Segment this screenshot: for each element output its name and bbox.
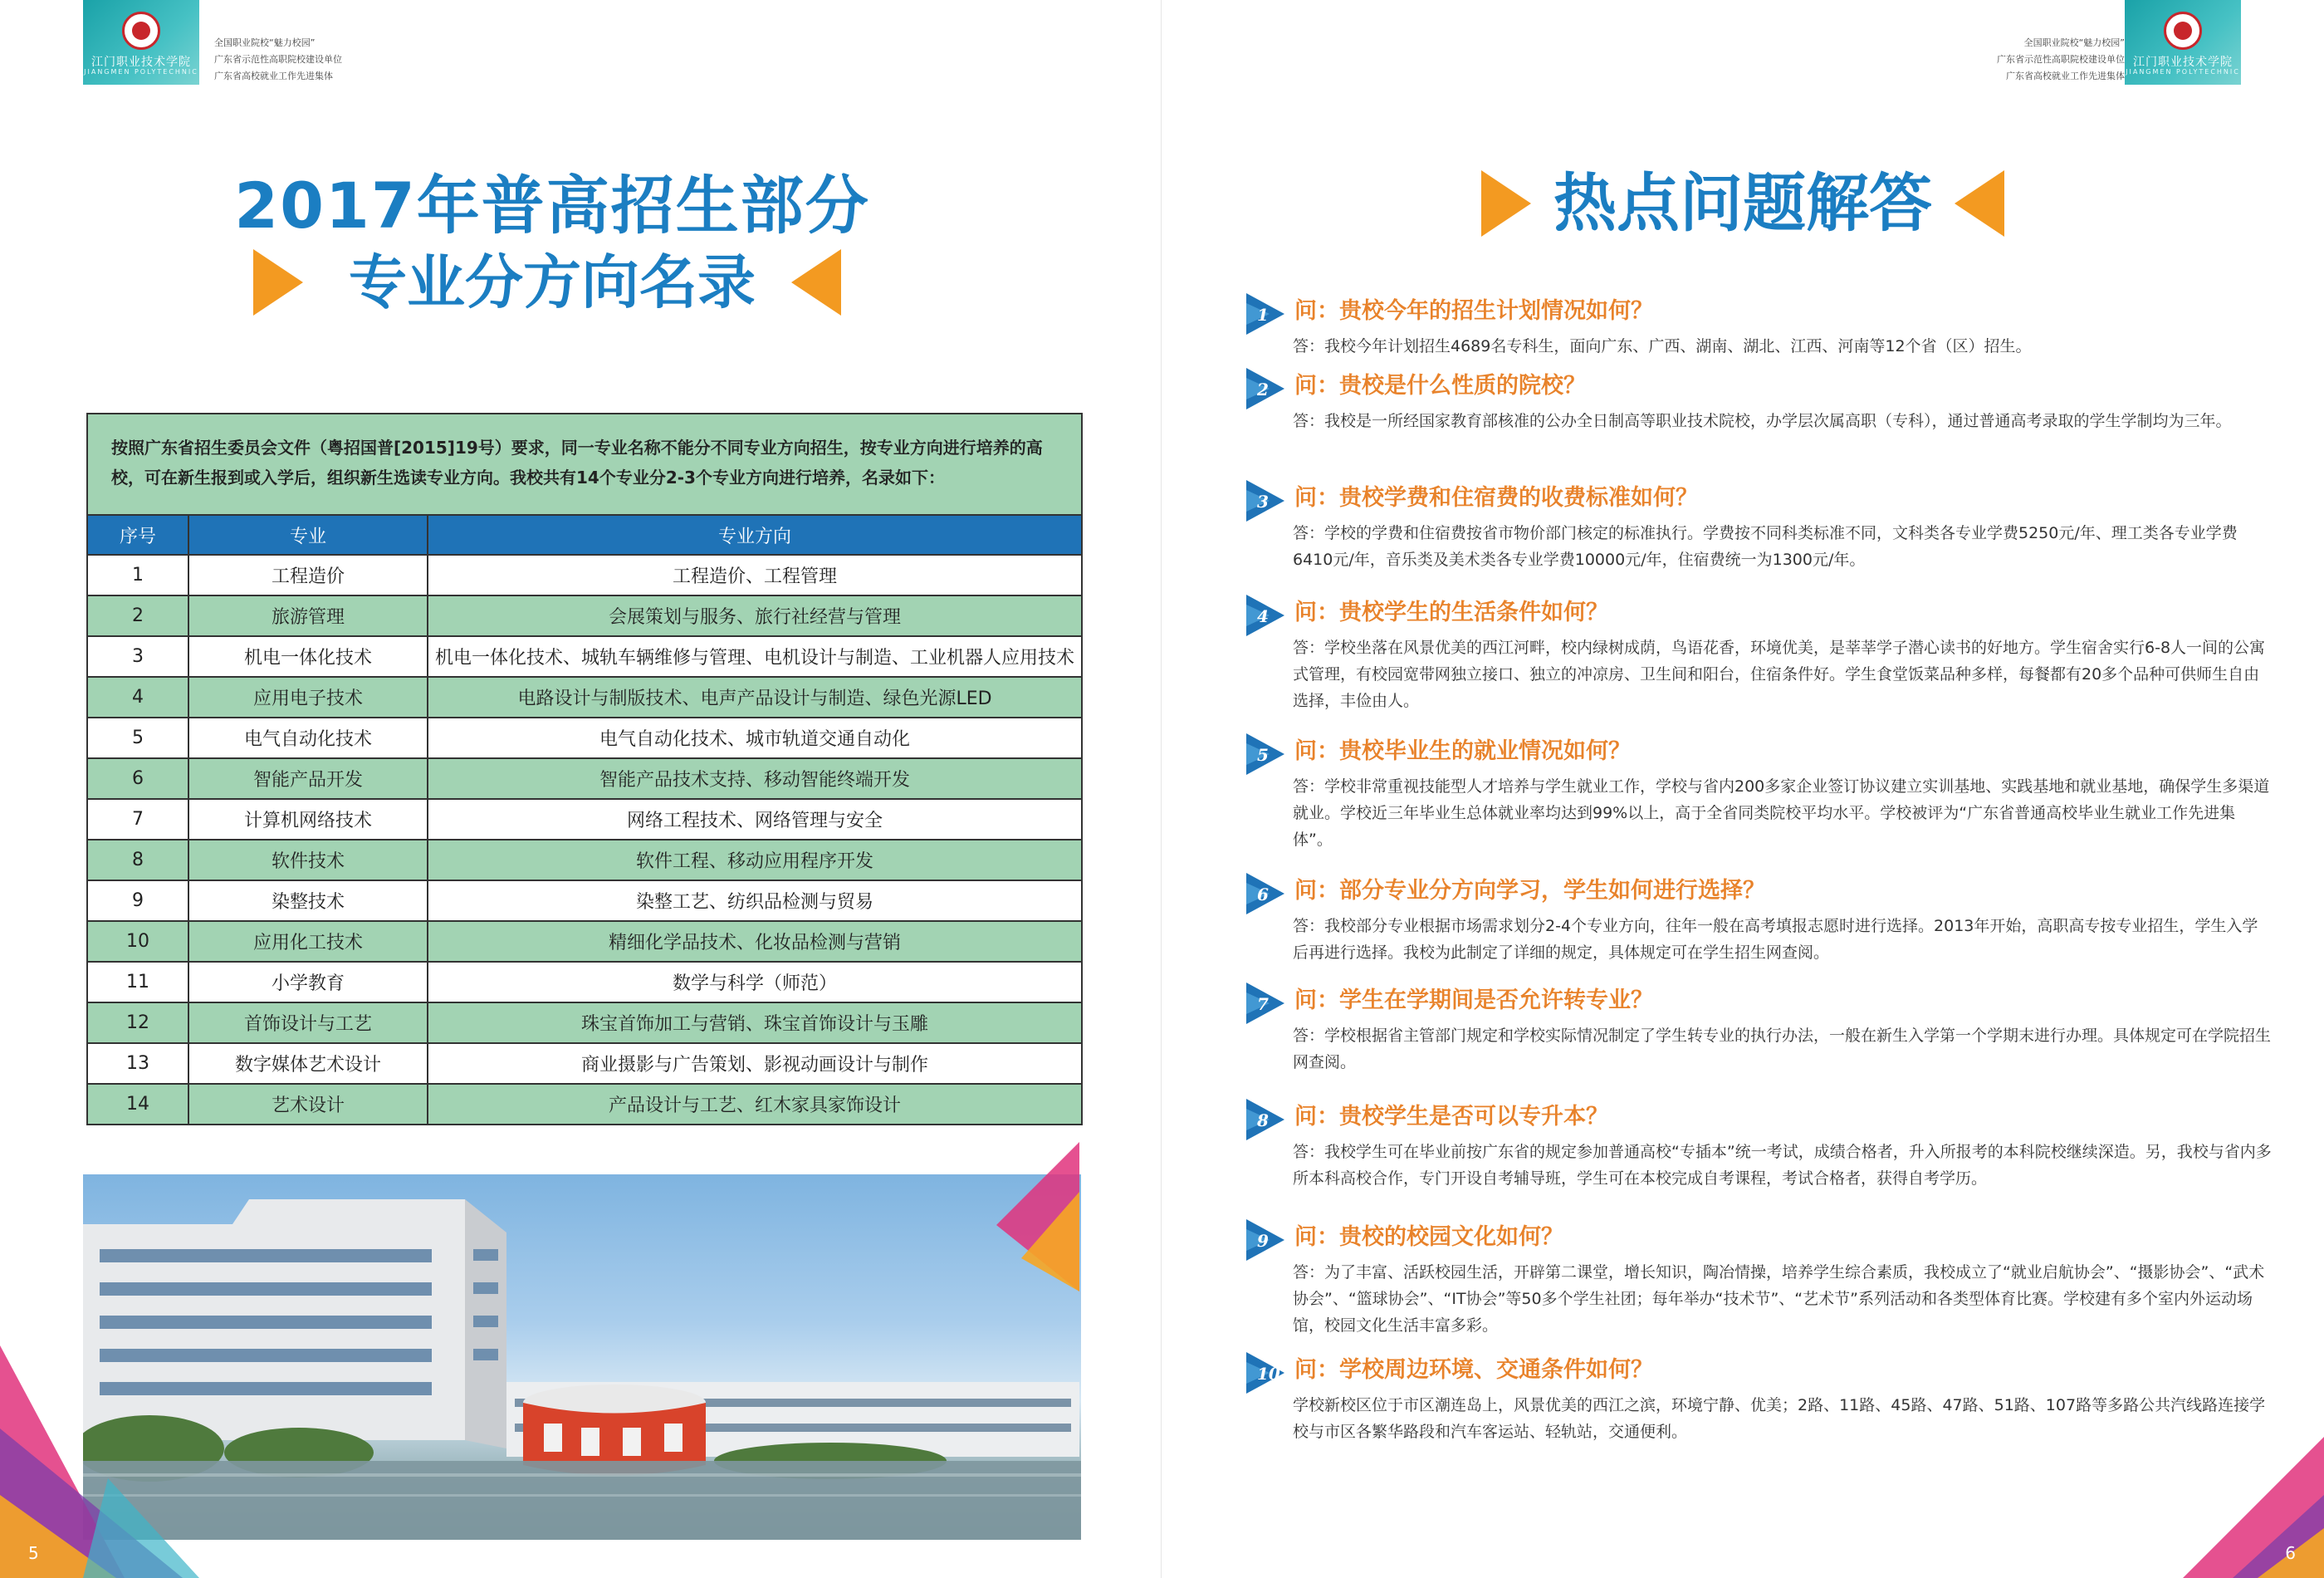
question-number: 9	[1257, 1231, 1269, 1251]
question-number: 6	[1257, 885, 1269, 904]
table-row	[87, 718, 1082, 758]
honor-item: 全国职业院校“魅力校园”	[2023, 37, 2125, 48]
answer-text: 答：我校学生可在毕业前按广东省的规定参加普通高校“专插本”统一考试，成绩合格者，升入所报考的本科院校继续深造。另，我校与省内多所本科高校合作，专门开设自考辅导班，学生可在本校完成自考课程，考试合格者，获得自考学历。	[1293, 1143, 2272, 1188]
table-row	[87, 1043, 1082, 1084]
answer-text: 答：我校今年计划招生4689名专科生，面向广东、广西、湖南、湖北、江西、河南等12个省（区）招生。	[1293, 337, 2032, 355]
table-cell-major: 首饰设计与工艺	[188, 1002, 428, 1043]
decor-triangles	[0, 1329, 299, 1578]
table-cell-index: 12	[87, 1002, 188, 1043]
question-number-badge-icon	[1245, 366, 1286, 411]
school-emblem-icon	[2164, 12, 2202, 50]
honor-item: 广东省高校就业工作先进集体	[2006, 71, 2125, 81]
question-number-badge-icon	[1245, 871, 1286, 916]
honors-list	[1997, 35, 2125, 85]
table-cell-index: 7	[87, 799, 188, 840]
question-number: 4	[1257, 606, 1269, 626]
answer-text: 答：学校非常重视技能型人才培养与学生就业工作，学校与省内200多家企业签订协议建立实训基地、实践基地和就业基地，确保学生多渠道就业。学校近三年毕业生总体就业率均达到99%以上，高于全省同类院校平均水平。学校被评为“广东省普通高校毕业生就业工作先进集体”。	[1293, 777, 2270, 849]
page-number: 6	[2285, 1543, 2296, 1563]
question-number: 2	[1257, 380, 1269, 399]
table-cell-direction: 产品设计与工艺、红木家具家饰设计	[428, 1084, 1082, 1125]
answer-text: 答：学校的学费和住宿费按省市物价部门核定的标准执行。学费按不同科类标准不同，文科类各专业学费5250元/年、理工类各专业学费6410元/年，音乐类及美术类各专业学费10000元/年，住宿费统一为1300元/年。	[1293, 524, 2238, 569]
table-cell-direction: 珠宝首饰加工与营销、珠宝首饰设计与玉雕	[428, 1002, 1082, 1043]
table-cell-major: 工程造价	[188, 555, 428, 595]
table-cell-index: 8	[87, 840, 188, 880]
logo-english: JIANGMEN POLYTECHNIC	[2126, 68, 2240, 76]
honor-item: 广东省高校就业工作先进集体	[214, 71, 333, 81]
question-number: 1	[1257, 305, 1269, 325]
question-number: 7	[1257, 994, 1269, 1014]
honor-item: 全国职业院校“魅力校园”	[214, 37, 316, 48]
table-cell-direction: 数学与科学（师范）	[428, 962, 1082, 1002]
question-number: 3	[1257, 492, 1269, 512]
question-number-badge-icon	[1245, 1218, 1286, 1262]
question-text: 问：贵校学费和住宿费的收费标准如何？	[1294, 485, 1698, 511]
page-subtitle: 专业分方向名录	[349, 248, 756, 316]
table-row	[87, 962, 1082, 1002]
table-cell-direction: 商业摄影与广告策划、影视动画设计与制作	[428, 1043, 1082, 1084]
table-cell-index: 13	[87, 1043, 188, 1084]
question-number: 8	[1257, 1110, 1269, 1130]
answer-text: 答：我校是一所经国家教育部核准的公办全日制高等职业技术院校，办学层次属高职（专科），通过普通高考录取的学生学制均为三年。	[1293, 412, 2232, 430]
table-cell-direction: 电气自动化技术、城市轨道交通自动化	[428, 718, 1082, 758]
table-cell-index: 6	[87, 758, 188, 799]
question-text: 问：贵校学生是否可以专升本？	[1294, 1104, 1608, 1130]
table-cell-direction: 电路设计与制版技术、电声产品设计与制造、绿色光源LED	[428, 677, 1082, 718]
table-cell-major: 染整技术	[188, 880, 428, 921]
table-cell-direction: 智能产品技术支持、移动智能终端开发	[428, 758, 1082, 799]
school-emblem-icon	[122, 12, 160, 50]
table-row	[87, 677, 1082, 718]
table-row	[87, 758, 1082, 799]
question-text: 问：学生在学期间是否允许转专业？	[1294, 987, 1653, 1013]
table-cell-index: 3	[87, 636, 188, 677]
honors-list	[214, 35, 342, 85]
right-page	[1162, 0, 2324, 1578]
table-cell-major: 数字媒体艺术设计	[188, 1043, 428, 1084]
table-row	[87, 880, 1082, 921]
arrow-left-icon	[791, 249, 841, 316]
question-text: 问：贵校学生的生活条件如何？	[1294, 600, 1608, 625]
table-cell-major: 软件技术	[188, 840, 428, 880]
question-number-badge-icon	[1245, 1350, 1286, 1395]
table-cell-index: 9	[87, 880, 188, 921]
question-number-badge-icon	[1245, 732, 1286, 777]
question-text: 问：贵校是什么性质的院校？	[1294, 373, 1586, 399]
question-number-badge-icon	[1245, 1097, 1286, 1142]
table-cell-major: 应用电子技术	[188, 677, 428, 718]
table-row	[87, 799, 1082, 840]
question-text: 问：贵校今年的招生计划情况如何？	[1294, 298, 1653, 324]
table-cell-direction: 精细化学品技术、化妆品检测与营销	[428, 921, 1082, 962]
table-cell-major: 旅游管理	[188, 595, 428, 636]
table-cell-major: 应用化工技术	[188, 921, 428, 962]
table-cell-index: 4	[87, 677, 188, 718]
table-cell-index: 14	[87, 1084, 188, 1125]
table-cell-major: 计算机网络技术	[188, 799, 428, 840]
logo-english: JIANGMEN POLYTECHNIC	[84, 68, 198, 76]
table-cell-major: 艺术设计	[188, 1084, 428, 1125]
table-row	[87, 921, 1082, 962]
table-row	[87, 1084, 1082, 1125]
question-number: 5	[1257, 745, 1269, 765]
logo-name: 江门职业技术学院	[91, 56, 191, 69]
table-cell-major: 小学教育	[188, 962, 428, 1002]
question-number-badge-icon	[1245, 593, 1286, 638]
question-number-badge-icon	[1245, 478, 1286, 523]
question-text: 问：贵校毕业生的就业情况如何？	[1294, 738, 1631, 764]
arrow-left-icon	[1955, 170, 2004, 237]
table-header: 专业	[188, 515, 428, 555]
decor-triangles	[2183, 1412, 2324, 1578]
page-number: 5	[28, 1543, 39, 1563]
table-cell-direction: 染整工艺、纺织品检测与贸易	[428, 880, 1082, 921]
table-row	[87, 555, 1082, 595]
question-text: 问：部分专业分方向学习，学生如何进行选择？	[1294, 878, 1765, 904]
school-logo	[2125, 0, 2241, 85]
answer-text: 答：为了丰富、活跃校园生活，开辟第二课堂，增长知识，陶冶情操，培养学生综合素质，我校成立了“就业启航协会”、“摄影协会”、“武术协会”、“篮球协会”、“IT协会”等50多个学生社团；每年举办“技术节”、“艺术节”系列活动和各类型体育比赛。学校建有多个室内外运动场馆，校园文化生活丰富多彩。	[1293, 1263, 2265, 1335]
honor-item: 广东省示范性高职院校建设单位	[214, 54, 342, 65]
table-cell-major: 电气自动化技术	[188, 718, 428, 758]
table-cell-direction: 工程造价、工程管理	[428, 555, 1082, 595]
question-number: 10	[1257, 1364, 1280, 1384]
page-title: 2017年普高招生部分	[234, 169, 870, 243]
answer-text: 学校新校区位于市区潮连岛上，风景优美的西江之滨，环境宁静、优美；2路、11路、45路、47路、51路、107路等多路公共汽线路连接学校与市区各繁华路段和汽车客运站、轻轨站，交通便利。	[1293, 1396, 2266, 1441]
table-cell-index: 11	[87, 962, 188, 1002]
table-cell-index: 1	[87, 555, 188, 595]
question-number-badge-icon	[1245, 981, 1286, 1026]
table-cell-index: 5	[87, 718, 188, 758]
table-cell-major: 机电一体化技术	[188, 636, 428, 677]
table-row	[87, 636, 1082, 677]
answer-text: 答：学校根据省主管部门规定和学校实际情况制定了学生转专业的执行办法，一般在新生入学第一个学期末进行办理。具体规定可在学院招生网查阅。	[1293, 1027, 2272, 1071]
table-row	[87, 595, 1082, 636]
table-cell-index: 2	[87, 595, 188, 636]
school-logo	[83, 0, 199, 85]
table-header: 序号	[87, 515, 188, 555]
table-header: 专业方向	[428, 515, 1082, 555]
table-cell-direction: 会展策划与服务、旅行社经营与管理	[428, 595, 1082, 636]
question-text: 问：学校周边环境、交通条件如何？	[1294, 1357, 1653, 1383]
table-row	[87, 1002, 1082, 1043]
table-cell-direction: 网络工程技术、网络管理与安全	[428, 799, 1082, 840]
table-cell-index: 10	[87, 921, 188, 962]
table-cell-direction: 机电一体化技术、城轨车辆维修与管理、电机设计与制造、工业机器人应用技术	[428, 636, 1082, 677]
question-number-badge-icon	[1245, 292, 1286, 336]
page-title: 热点问题解答	[1553, 166, 1932, 240]
major-direction-table	[86, 514, 1083, 1125]
table-cell-direction: 软件工程、移动应用程序开发	[428, 840, 1082, 880]
answer-text: 答：我校部分专业根据市场需求划分2-4个专业方向，往年一般在高考填报志愿时进行选择。2013年开始，高职高专按专业招生，学生入学后再进行选择。我校为此制定了详细的规定，具体规定可在学生招生网查阅。	[1293, 917, 2258, 962]
table-cell-major: 智能产品开发	[188, 758, 428, 799]
table-row	[87, 840, 1082, 880]
answer-text: 答：学校坐落在风景优美的西江河畔，校内绿树成荫，鸟语花香，环境优美，是莘莘学子潜心读书的好地方。学生宿舍实行6-8人一间的公寓式管理，有校园宽带网独立接口、独立的冲凉房、卫生间和阳台，住宿条件好。学生食堂饭菜品种多样，每餐都有20多个品种可供师生自由选择，丰俭由人。	[1293, 639, 2266, 710]
decor-triangles	[996, 1142, 1162, 1291]
question-text: 问：贵校的校园文化如何？	[1294, 1224, 1563, 1250]
intro-text: 按照广东省招生委员会文件（粤招国普[2015]19号）要求，同一专业名称不能分不同专业方向招生，按专业方向进行培养的高校，可在新生报到或入学后，组织新生选读专业方向。我校共有14个专业分2-3个专业方向进行培养，名录如下：	[86, 413, 1083, 516]
logo-name: 江门职业技术学院	[2133, 56, 2233, 69]
honor-item: 广东省示范性高职院校建设单位	[1997, 54, 2125, 65]
